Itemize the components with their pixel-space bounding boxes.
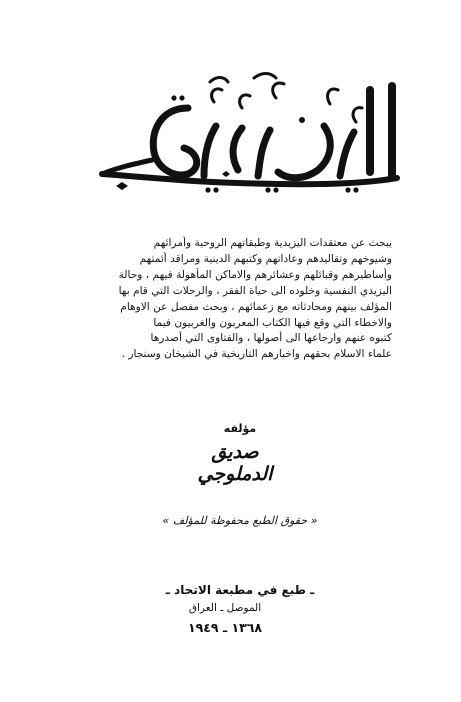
publication-place: الموصل ـ العراق	[188, 602, 262, 614]
description-line: المؤلف بينهم ومحادثاته مع زعمائهم ، وبحث مفصل عن الاوهام	[120, 300, 392, 313]
description-line: كتبوه عنهم وارجاعها الى أصولها ، والفتاوى التي أصدرها	[150, 332, 392, 345]
copyright-notice: « حقوق الطبع محفوظة للمؤلف »	[162, 514, 318, 527]
description-line: وشيوخهم وتقاليدهم وعاداتهم وكتبهم الدينية ومراقد أئمتهم	[139, 252, 392, 265]
author-label: مؤلفه	[223, 422, 257, 435]
book-description	[78, 236, 392, 363]
description-line: والاخطاء التي وقع فيها الكتاب المعربون والغربيون فيما	[153, 316, 392, 329]
printing-press: ـ طبع في مطبعة الاتحاد ـ	[165, 583, 315, 597]
description-line: وأساطيرهم وقبائلهم وعشائرهم والاماكن المأهولة فيهم ، وحالة	[118, 268, 392, 281]
description-line: يبحث عن معتقدات اليزيدية وطبقاتهم الروحية وأمرائهم	[153, 237, 392, 249]
description-line: علماء الاسلام بحقهم واخبارهم التاريخية في الشيخان وسنجار .	[121, 348, 392, 361]
author-name: صديق الدملوجي	[197, 441, 273, 485]
title-calligraphy	[92, 68, 407, 198]
calligraphy-artwork	[92, 68, 407, 198]
description-line: اليزيدي النفسية وخلوده الى حياة الفقر ، والرحلات التي قام بها	[118, 284, 392, 297]
publication-years: ١٣٦٨ ـ ١٩٤٩	[187, 620, 263, 635]
